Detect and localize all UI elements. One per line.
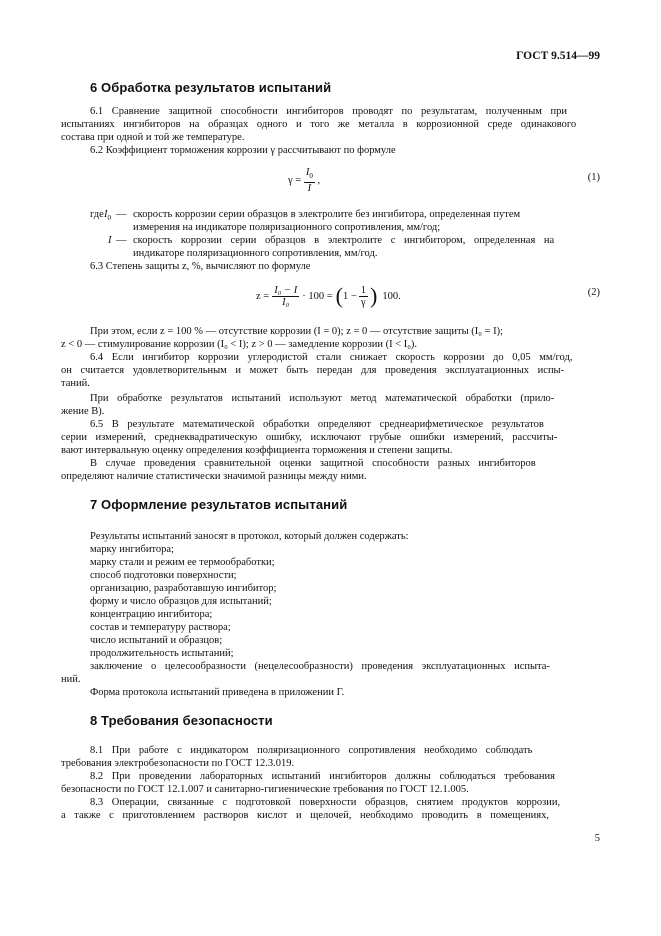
formula-2-paren-close: ) — [370, 283, 378, 308]
formula-1-lhs: γ = — [288, 174, 302, 186]
section-6-title: 6 Обработка результатов испытаний — [90, 80, 332, 95]
s7-form: Форма протокола испытаний приведена в приложении Г. — [90, 687, 345, 698]
formula-2-lhs: z = — [256, 290, 270, 302]
formula-2-den: I₀ — [282, 296, 290, 308]
list-item: число испытаний и образцов; — [90, 635, 223, 646]
p6-4-line2: он считается удовлетворительным и может быть передан для проведения эксплуатационных испы- — [61, 365, 565, 376]
formula-2-tail: 100. — [382, 290, 401, 302]
p6-2: 6.2 Коэффициент торможения коррозии γ рассчитывают по формуле — [90, 145, 396, 156]
section-7-title: 7 Оформление результатов испытаний — [90, 497, 348, 512]
p6-5-line1: 6.5 В результате математической обработки определяют среднеарифметическое результатов — [90, 419, 544, 430]
def1-dash: — — [116, 209, 127, 220]
p6-3b-line1: При этом, если z = 100 % — отсутствие коррозии (I = 0); z = 0 — отсутствие защиты (I₀ = I); — [90, 326, 503, 337]
s7-last-line1: заключение о целесообразности (нецелесообразности) проведения эксплуатационных испыта- — [90, 661, 550, 672]
p6-1-line3: состава при одной и той же температуре. — [61, 132, 245, 143]
p8-1-line1: 8.1 При работе с индикатором поляризационного сопротивления необходимо соблюдать — [90, 745, 533, 756]
p6-5b-line1: В случае проведения сравнительной оценки защитной способности разных ингибиторов — [90, 458, 536, 469]
formula-1-num-sub: 0 — [309, 172, 313, 181]
def2-line1: скорость коррозии серии образцов в электролите с ингибитором, определенная на — [133, 235, 555, 246]
formula-1-den: I — [307, 183, 312, 195]
p8-2-line1: 8.2 При проведении лабораторных испытаний ингибиторов должны соблюдаться требования — [90, 771, 555, 782]
p6-1-line2: испытаниях ингибиторов на образцах одного и того же металла в коррозионной среде одинакового — [61, 119, 577, 130]
formula-2-paren-open: ( — [335, 283, 343, 308]
formula-1-num: I — [305, 167, 310, 178]
formula-2-fraction — [272, 285, 299, 308]
formula-2-number: (2) — [587, 287, 600, 298]
p8-3-line1: 8.3 Операции, связанные с подготовкой поверхности образцов, снятием продуктов коррозии, — [90, 797, 561, 808]
list-item: организацию, разработавшую ингибитор; — [90, 583, 277, 594]
list-item: форму и число образцов для испытаний; — [90, 596, 272, 607]
def1-line1: скорость коррозии серии образцов в электролите без ингибитора, определенная путем — [133, 209, 521, 220]
p8-3-line2: а также с приготовлением растворов кислот и щелочей, необходимо проводить в помещениях, — [61, 810, 549, 821]
formula-2-inner-den: γ — [361, 296, 366, 308]
formula-1-number: (1) — [587, 172, 600, 183]
s7-intro: Результаты испытаний заносят в протокол, который должен содержать: — [90, 531, 409, 542]
formula-2 — [256, 283, 401, 309]
section-8-title: 8 Требования безопасности — [90, 713, 273, 728]
list-item: марку ингибитора; — [90, 544, 174, 555]
formula-2-inner-num: 1 — [360, 284, 366, 296]
p6-4-line3: таний. — [61, 378, 90, 389]
formula-2-mid: · 100 = — [302, 290, 333, 302]
def2-line2: индикаторе поляризационного сопротивления, мм/год. — [133, 248, 378, 259]
list-item: концентрацию ингибитора; — [90, 609, 213, 620]
p6-5-line2: серии измерений, среднеквадратическую ошибку, исключают грубые ошибки измерений, рассчиты- — [61, 432, 558, 443]
formula-1 — [288, 167, 320, 194]
def1-symbol: $I_0$ — [104, 209, 111, 223]
where-word: где — [90, 209, 104, 220]
p6-1-line1: 6.1 Сравнение защитной способности ингибиторов проводят по результатам, полученным при — [90, 106, 568, 117]
formula-2-inner-fraction — [359, 285, 368, 308]
p6-4b-line2: жение В). — [61, 406, 105, 417]
p6-3: 6.3 Степень защиты z, %, вычисляют по формуле — [90, 261, 311, 272]
formula-2-one: 1 − — [342, 290, 357, 302]
list-item: продолжительность испытаний; — [90, 648, 234, 659]
p6-3b-line2: z < 0 — стимулирование коррозии (I₀ < I); z > 0 — замедление коррозии (I < I₀). — [61, 339, 418, 350]
list-item: состав и температуру раствора; — [90, 622, 231, 633]
p6-5b-line2: определяют наличие статистически значимой разницы между ними. — [61, 471, 367, 482]
formula-1-fraction — [304, 167, 315, 194]
p8-2-line2: безопасности по ГОСТ 12.1.007 и санитарно-гигиенические требования по ГОСТ 12.1.005. — [61, 784, 469, 795]
def2-dash: — — [116, 235, 127, 246]
p6-4-line1: 6.4 Если ингибитор коррозии углеродистой стали снижает скорость коррозии до 0,05 мм/год, — [90, 352, 573, 363]
list-item: способ подготовки поверхности; — [90, 570, 237, 581]
p8-1-line2: требования электробезопасности по ГОСТ 12.3.019. — [61, 758, 295, 769]
formula-1-tail: , — [317, 174, 321, 186]
p6-4b-line1: При обработке результатов испытаний используют метод математической обработки (прило- — [90, 393, 555, 404]
standard-code: ГОСТ 9.514—99 — [516, 50, 600, 62]
page-number: 5 — [594, 833, 600, 844]
p6-5-line3: вают интервальную оценку определения коэффициента торможения и степени защиты. — [61, 445, 453, 456]
formula-2-num: I₀ − I — [274, 284, 298, 296]
list-item: марку стали и режим ее термообработки; — [90, 557, 275, 568]
s7-last-line2: ний. — [61, 674, 81, 685]
def1-line2: измерения на индикаторе поляризационного сопротивления, мм/год; — [133, 222, 441, 233]
def2-symbol: I — [108, 235, 112, 246]
